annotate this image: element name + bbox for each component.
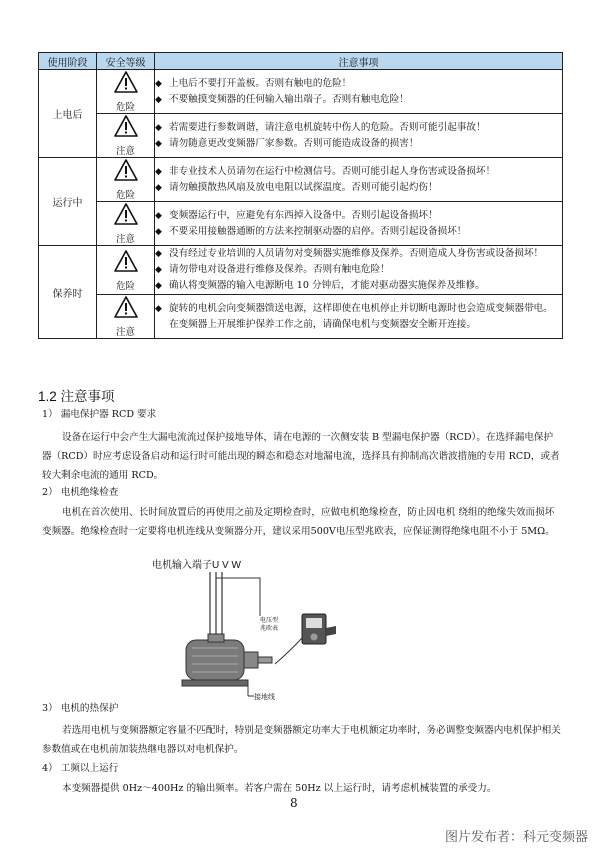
table-header-row [39,53,563,70]
note-text: 旋转的电机会向变频器馈送电源，这样即使在电机停止并切断电源时也会造成变频器带电。在变频器上开展维护保养工作之前，请确保电机与变频器安全断开连接。 [169,302,553,330]
meter-label-1: 电压型 [260,617,279,624]
meter-label-2: 兆欧表 [260,625,279,632]
diamond-bullet-icon: ◆ [155,94,162,105]
stage-cell: 保养时 [39,246,97,339]
notes-cell [155,114,563,158]
level-label: 危险 [115,190,135,201]
diamond-bullet-icon: ◆ [155,210,162,221]
ground-label: 接地线 [254,693,275,701]
item-3-body: 若选用电机与变频器额定容量不匹配时，特别是变频器额定功率大于电机额定功率时，务必调整变频器内电机保护相关参数值或在电机前加装热继电器以对电机保护。 [42,725,561,755]
note-text: 请勿带电对设备进行维修及保养。否则有触电危险！ [169,264,390,275]
note-item [155,136,562,152]
item-3-heading: 3） 电机的热保护 [42,703,119,714]
level-label: 危险 [115,280,135,292]
item-1-body: 设备在运行中会产生大漏电流流过保护接地导体，请在电源的一次侧安装 B 型漏电保护器（RCD）。在选择漏电保护器（RCD）时应考虑设备启动和运行时可能出现的瞬态和稳态对地漏电流，选择具有抑制高次谐波措施的专用 RCD，或者较大剩余电流的通用 RCD。 [42,432,560,481]
note-item [155,164,562,180]
item-2-heading: 2） 电机绝缘检查 [42,487,119,498]
item-4-body: 本变频器提供 0Hz～400Hz 的输出频率。若客户需在 50Hz 以上运行时，请考虑机械装置的承受力。 [62,783,497,794]
diamond-bullet-icon: ◆ [155,249,162,259]
notes-cell [155,70,563,114]
note-text: 若需要进行参数调谐，请注意电机旋转中伤人的危险。否则可能引起事故！ [169,121,486,133]
note-item [155,262,562,278]
note-item [155,120,562,136]
level-cell [97,114,155,158]
terminal-label: 电机输入端子U V W [152,560,241,571]
stage-cell: 运行中 [39,158,97,246]
warning-triangle-icon [97,158,154,185]
table-row [39,246,563,295]
section-title: 1.2 注意事项 [38,389,115,404]
note-item [155,246,562,262]
warning-triangle-icon [97,70,154,97]
header-level: 安全等级 [97,53,155,70]
note-item [155,180,562,196]
diamond-bullet-icon: ◆ [155,138,162,149]
notes-cell [155,246,563,295]
table-row [39,202,563,246]
watermark: 图片发布者：科元变频器 [444,829,588,844]
level-label: 注意 [115,146,135,157]
note-text: 没有经过专业培训的人员请勿对变频器实施维修及保养。否则造成人身伤害或设备损坏！ [169,248,544,259]
notes-cell [155,295,563,339]
warning-triangle-icon [97,202,154,229]
note-item [155,92,562,108]
level-label: 注意 [115,327,135,338]
item-2-body: 电机在首次使用、长时间放置后的再使用之前及定期检查时，应做电机绝缘检查，防止因电机 绕组的绝缘失效而损坏变频器。绝缘检查时一定要将电机连线从变频器分开，建议采用500V电压型兆欧表，应保证测得绝缘电阻不小于 5MΩ。 [42,507,555,537]
diamond-bullet-icon: ◆ [155,281,162,291]
note-text: 不要采用接触器通断的方法来控制驱动器的启停。否则引起设备损坏！ [169,225,467,237]
note-text: 请勿触摸散热风扇及放电电阻以试探温度。否则可能引起灼伤！ [169,181,438,193]
item-1-heading: 1） 漏电保护器 RCD 要求 [42,409,157,420]
diamond-bullet-icon: ◆ [155,122,162,133]
warning-triangle-icon [97,114,154,141]
table-row [39,114,563,158]
level-cell [97,158,155,202]
note-text: 变频器运行中，应避免有东西掉入设备中。否则引起设备损坏！ [169,209,438,221]
warning-triangle-icon [97,295,154,322]
safety-table [38,52,563,339]
diamond-bullet-icon: ◆ [155,78,162,89]
warning-triangle-icon [97,249,154,276]
level-cell [97,295,155,339]
note-text: 请勿随意更改变频器厂家参数。否则可能造成设备的损害！ [169,137,419,149]
level-label: 危险 [115,102,135,113]
motor-icon [182,634,272,686]
diamond-bullet-icon: ◆ [155,226,162,237]
table-row [39,158,563,202]
table-row [39,70,563,114]
safety-table-container [38,52,562,339]
level-label: 注意 [115,234,135,245]
note-text: 确认将变频器的输入电源断电 10 分钟后，才能对驱动器实施保养及维修。 [169,280,485,291]
note-text: 非专业技术人员请勿在运行中检测信号。否则可能引起人身伤害或设备损坏！ [169,165,496,177]
note-text: 不要触摸变频器的任何输入输出端子。否则有触电危险！ [169,93,409,105]
diamond-bullet-icon: ◆ [155,182,162,193]
diamond-bullet-icon: ◆ [155,166,162,177]
notes-cell [155,202,563,246]
header-notes: 注意事项 [155,53,563,70]
note-item [155,278,562,294]
item-4-heading: 4） 工频以上运行 [42,763,119,774]
note-text: 上电后不要打开盖板。否则有触电的危险！ [169,77,352,89]
note-item [155,76,562,92]
diamond-bullet-icon: ◆ [155,303,162,314]
header-stage: 使用阶段 [39,53,97,70]
note-item [155,301,562,333]
table-row [39,295,563,339]
level-cell [97,246,155,295]
insulation-test-diagram [150,556,350,707]
megohmmeter-icon [302,614,336,644]
diamond-bullet-icon: ◆ [155,265,162,275]
level-cell [97,70,155,114]
notes-cell [155,158,563,202]
note-item [155,224,562,240]
level-cell [97,202,155,246]
page-number: 8 [290,796,298,810]
stage-cell: 上电后 [39,70,97,158]
note-item [155,208,562,224]
